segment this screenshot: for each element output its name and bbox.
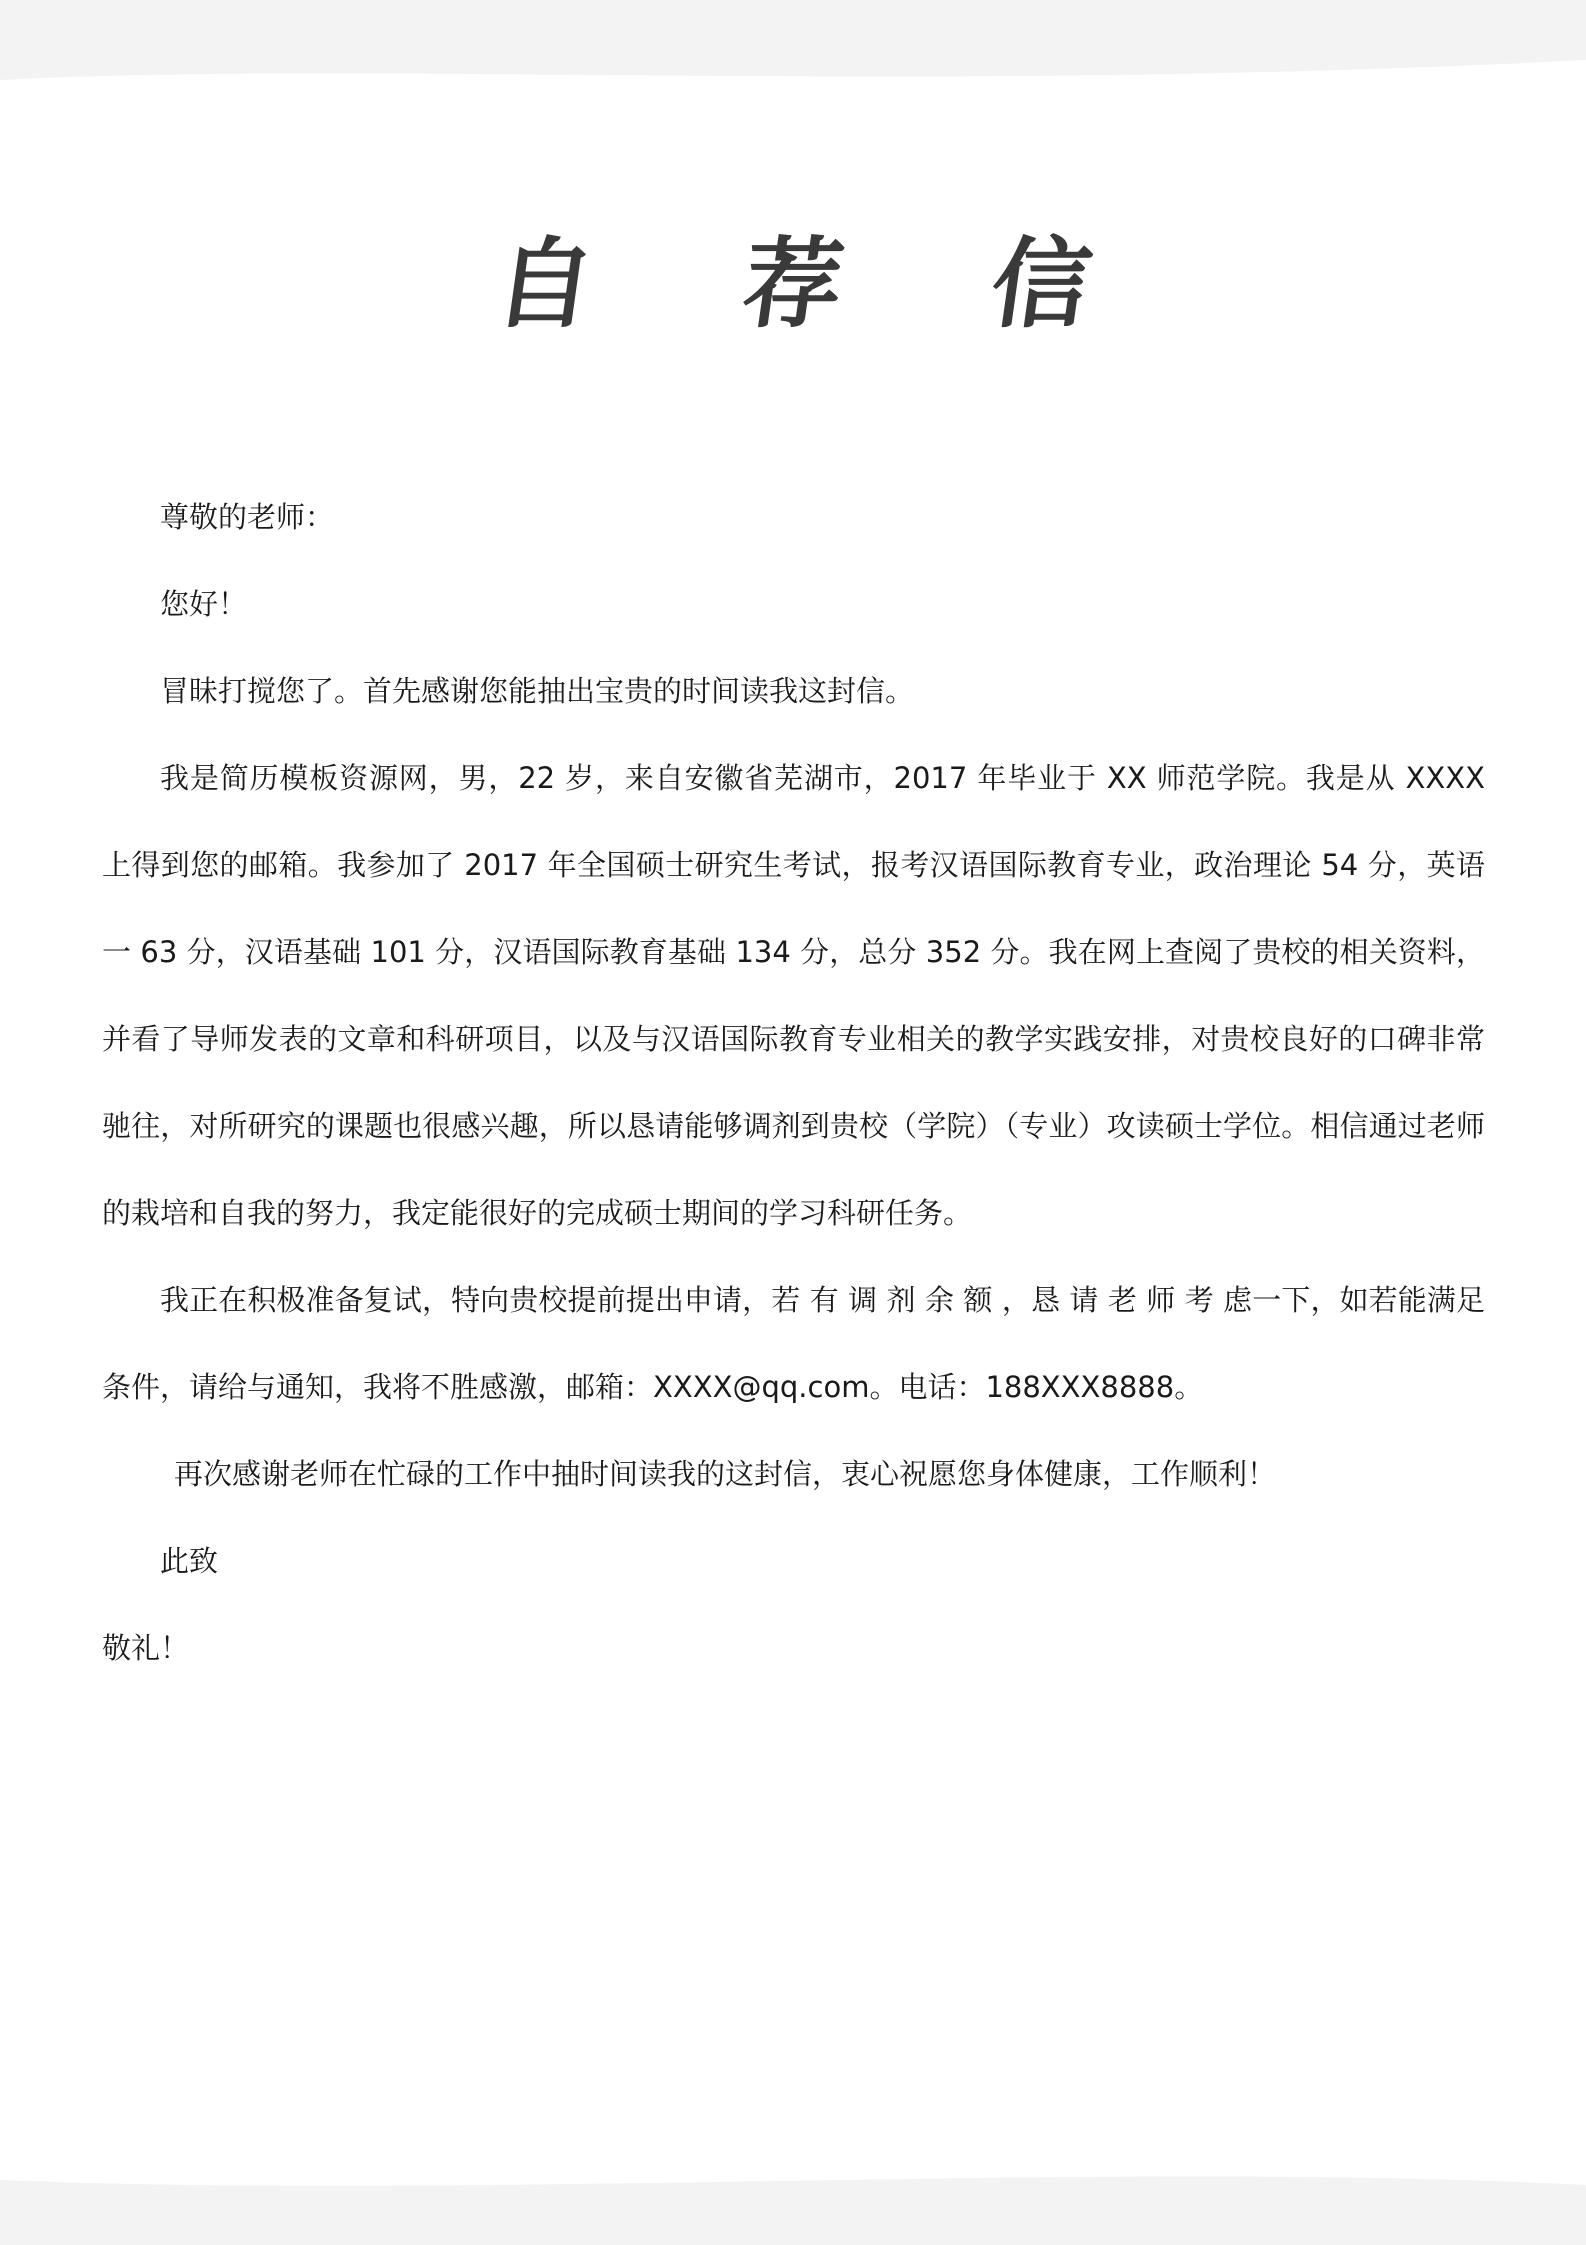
paragraph-request: 我正在积极准备复试，特向贵校提前提出申请，若 有 调 剂 余 额 ，恳 请 老 师 考 虑一下，如若能满足条件，请给与通知，我将不胜感激，邮箱：XXXX@qq.com。电话：188XXX8888。 bbox=[102, 1283, 1485, 1404]
closing: 此致 bbox=[160, 1544, 219, 1578]
letter-body bbox=[102, 474, 1485, 1692]
greeting: 您好！ bbox=[160, 587, 248, 621]
regards: 敬礼！ bbox=[102, 1631, 190, 1665]
salutation: 尊敬的老师： bbox=[160, 500, 335, 534]
paragraph-thanks: 再次感谢老师在忙碌的工作中抽时间读我的这封信，衷心祝愿您身体健康，工作顺利！ bbox=[174, 1457, 1277, 1491]
paragraph-intro: 冒昧打搅您了。首先感谢您能抽出宝贵的时间读我这封信。 bbox=[160, 674, 915, 708]
paragraph-background: 我是简历模板资源网，男，22 岁，来自安徽省芜湖市，2017 年毕业于 XX 师范学院。我是从 XXXX 上得到您的邮箱。我参加了 2017 年全国硕士研究生考试，报考汉语国际教育专业，政治理论 54 分，英语一 63 分，汉语基础 101 分，汉语国际教育基础 134 分，总分 352 分。我在网上查阅了贵校的相关资料，并看了导师发表的文章和科研项目，以及与汉语国际教育专业相关的教学实践安排，对贵校良好的口碑非常驰往，对所研究的课题也很感兴趣，所以恳请能够调剂到贵校（学院）（专业）攻读硕士学位。相信通过老师的栽培和自我的努力，我定能很好的完成硕士期间的学习科研任务。 bbox=[102, 761, 1485, 1230]
document-title: 自 荐 信 bbox=[487, 227, 1157, 342]
